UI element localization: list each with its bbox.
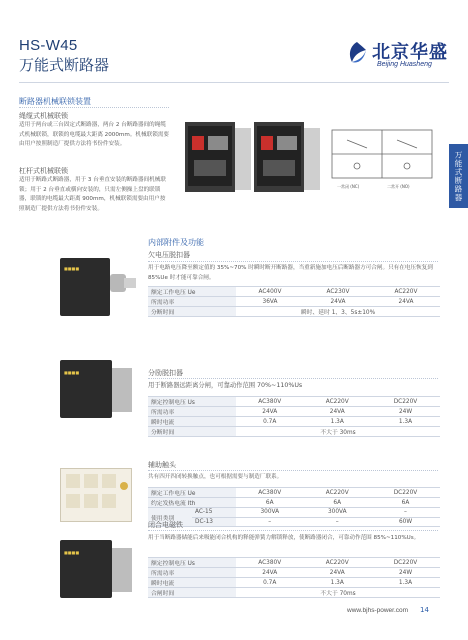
table-row xyxy=(148,517,440,527)
cable-interlock-text: 适用于两台或三台固定式断路器，两台 2 台断路器间的绳缆式机械联锁，联锁的电缆最大距离 2000mm。机械联锁需要由用户按照制造厂提供方法将书份件安装。 xyxy=(19,122,169,148)
table-cell: AC220V xyxy=(372,287,440,297)
table-row xyxy=(148,588,440,598)
table-cell: 瞬时电流 xyxy=(148,578,236,588)
aux-title: 辅助触头 xyxy=(148,461,176,469)
table-row xyxy=(148,558,440,568)
table-cell: 24VA xyxy=(372,297,440,307)
table-row xyxy=(148,498,440,508)
cable-interlock-title: 绳缆式机械联锁 xyxy=(19,112,68,120)
table-cell: AC220V xyxy=(304,558,372,568)
section-divider xyxy=(19,107,169,108)
table-cell: 24W xyxy=(371,407,440,417)
uv-divider xyxy=(148,261,438,262)
table-row xyxy=(148,397,440,407)
table-cell: – xyxy=(236,517,304,527)
breaker-illustration xyxy=(182,104,440,212)
table-cell: DC220V xyxy=(371,558,440,568)
table-cell: 分断时间 xyxy=(148,307,236,317)
close-title: 闭合电磁铁 xyxy=(148,521,183,529)
table-row xyxy=(148,407,440,417)
table-cell: AC220V xyxy=(304,397,372,407)
website-link[interactable]: www.bjhs-power.com xyxy=(347,607,409,614)
diagram-label-no: 二常开 (NO) xyxy=(387,184,410,189)
table-cell: – xyxy=(304,517,372,527)
model-title: HS-W45 xyxy=(19,37,78,54)
table-cell: 不大于 30ms xyxy=(236,427,440,437)
page-subtitle: 万能式断路器 xyxy=(19,56,110,74)
table-cell: 0.7A xyxy=(236,417,304,427)
brand-logo xyxy=(344,38,449,72)
aux-table xyxy=(148,487,440,527)
section-title-interlock: 断路器机械联锁装置 xyxy=(19,97,91,106)
table-cell: 1.3A xyxy=(371,417,440,427)
shunt-desc: 用于断路器远距离分闸，可靠动作范围 70%~110%Us xyxy=(148,382,303,389)
table-cell: – xyxy=(371,508,440,518)
table-cell: 1.3A xyxy=(304,417,372,427)
lever-interlock-title: 杠杆式机械联锁 xyxy=(19,167,68,175)
table-cell: DC220V xyxy=(371,488,440,498)
aux-divider xyxy=(148,470,438,471)
uv-desc: 用于电路电压降至额定值的 35%~70% 时瞬时断开断路器，当重新施加电压后断路器方可合闸。只有在电压恢复到 85%Ue 时才能可靠合闸。 xyxy=(148,265,433,281)
shunt-divider xyxy=(148,378,438,379)
close-divider xyxy=(148,530,438,531)
table-cell: AC-15 xyxy=(192,508,236,518)
table-cell: DC-13 xyxy=(192,517,236,527)
table-cell: 分断时间 xyxy=(148,427,236,437)
close-desc: 用于当断路器储能后来吸能闭合机构的释能弹簧力解锁释放，使断路器闭合，可靠动作范围 85%~110%Us。 xyxy=(148,535,420,541)
table-cell: DC220V xyxy=(371,397,440,407)
table-cell: 所需功率 xyxy=(148,297,236,307)
table-cell: 额定工作电压 Ue xyxy=(148,488,236,498)
table-cell: AC380V xyxy=(236,488,304,498)
table-row xyxy=(148,578,440,588)
table-cell: 24VA xyxy=(236,568,304,578)
table-cell: 不大于 70ms xyxy=(236,588,440,598)
header-divider xyxy=(19,82,449,83)
table-cell: AC380V xyxy=(236,397,304,407)
table-cell: 60W xyxy=(371,517,440,527)
aux-contact-image xyxy=(60,462,144,526)
logo-mark-icon xyxy=(344,40,370,66)
table-cell: 6A xyxy=(371,498,440,508)
shunt-release-image: ■■■■ xyxy=(60,360,135,422)
table-cell: 瞬时电流 xyxy=(148,417,236,427)
table-cell: 6A xyxy=(304,498,372,508)
table-cell: 24VA xyxy=(304,297,372,307)
logo-text-cn: 北京华盛 xyxy=(372,42,448,63)
table-cell: 6A xyxy=(236,498,304,508)
table-cell: AC380V xyxy=(236,558,304,568)
table-cell: 额定控制电压 Us xyxy=(148,397,236,407)
table-row xyxy=(148,307,440,317)
table-row xyxy=(148,488,440,498)
table-cell: 300VA xyxy=(304,508,372,518)
table-cell: 所需功率 xyxy=(148,407,236,417)
shunt-table xyxy=(148,396,440,437)
table-cell: 1.3A xyxy=(371,578,440,588)
table-cell: 0.7A xyxy=(236,578,304,588)
shunt-title: 分励脱扣器 xyxy=(148,369,183,377)
table-row xyxy=(148,417,440,427)
table-row xyxy=(148,508,440,518)
close-table xyxy=(148,557,440,598)
table-cell: 所需功率 xyxy=(148,568,236,578)
table-row xyxy=(148,287,440,297)
table-row xyxy=(148,568,440,578)
table-cell: 使用类别 xyxy=(148,508,192,527)
table-row xyxy=(148,297,440,307)
aux-desc: 共有四开四闭转换触点，也可根据需要与制造厂联系。 xyxy=(148,474,283,480)
breaker-interlock-photo xyxy=(182,104,440,212)
table-cell: 约定发热电流 Ith xyxy=(148,498,236,508)
table-cell: 24VA xyxy=(236,407,304,417)
table-cell: 24VA xyxy=(304,407,372,417)
table-cell: 瞬时、延时 1、3、5s±10% xyxy=(236,307,440,317)
page-number: 14 xyxy=(420,606,429,614)
table-row xyxy=(148,427,440,437)
table-cell: 额定工作电压 Ue xyxy=(148,287,236,297)
table-cell: 24VA xyxy=(304,568,372,578)
table-cell: 36VA xyxy=(236,297,304,307)
logo-text-en: Beijing Huasheng xyxy=(377,61,432,68)
table-cell: 1.3A xyxy=(304,578,372,588)
uv-release-image: ■■■■ xyxy=(60,258,138,318)
side-tab-label: 万能式断路器 xyxy=(449,144,468,208)
diagram-label-nc: 一常闭 (NC) xyxy=(337,184,360,189)
table-cell: 300VA xyxy=(236,508,304,518)
uv-title: 欠电压脱扣器 xyxy=(148,251,190,259)
closing-magnet-image: ■■■■ xyxy=(60,540,135,602)
table-cell: 24W xyxy=(371,568,440,578)
table-cell: 额定控制电压 Us xyxy=(148,558,236,568)
table-cell: AC400V xyxy=(236,287,304,297)
uv-table xyxy=(148,286,440,317)
lever-interlock-text: 适用于断路式断路器，用于 3 台垂直安装的断路器间机械联锁；用于 2 台垂直或横向安装的，只需左侧操上盘的联锁器，联锁的电缆最大距离 900mm，机械联锁需要由用户按照制造厂提供方法将书份件安装。 xyxy=(19,177,166,212)
table-cell: AC230V xyxy=(304,287,372,297)
internal-accessories-title: 内部附件及功能 xyxy=(148,238,204,247)
table-cell: 合闸时间 xyxy=(148,588,236,598)
table-cell: AC220V xyxy=(304,488,372,498)
